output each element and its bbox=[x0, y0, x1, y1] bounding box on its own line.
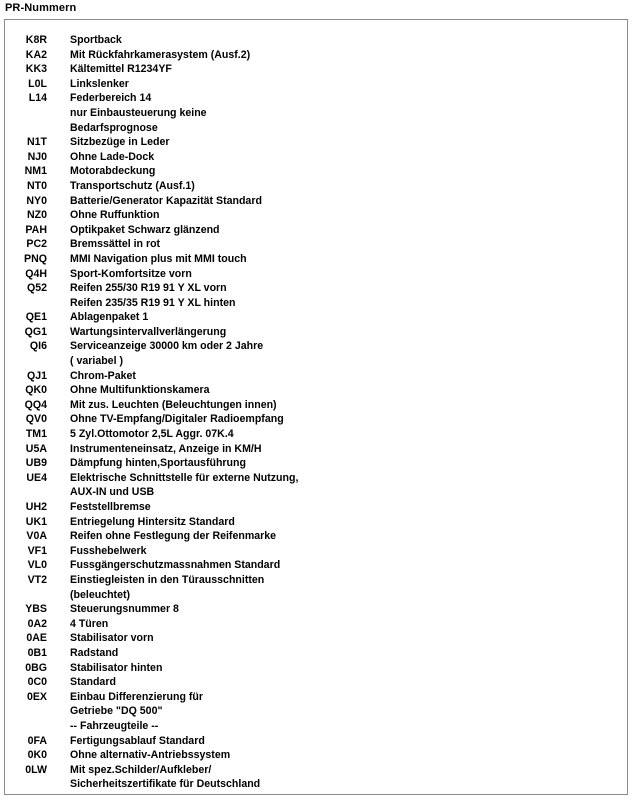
table-row bbox=[5, 369, 627, 384]
pr-description bbox=[70, 150, 627, 165]
pr-description bbox=[70, 383, 627, 398]
pr-description bbox=[70, 223, 627, 238]
table-row bbox=[5, 223, 627, 238]
pr-code: U5A bbox=[25, 442, 47, 455]
pr-number-list bbox=[5, 33, 627, 792]
pr-code: QG1 bbox=[24, 325, 47, 338]
pr-code: UK1 bbox=[25, 515, 47, 528]
table-row bbox=[5, 135, 627, 150]
table-row bbox=[5, 310, 627, 325]
table-row bbox=[5, 515, 627, 530]
pr-description bbox=[70, 62, 627, 77]
pr-description bbox=[70, 456, 627, 471]
pr-description bbox=[70, 325, 627, 340]
pr-code: QE1 bbox=[25, 311, 47, 324]
pr-code: 0B1 bbox=[27, 646, 47, 659]
pr-code: QI6 bbox=[29, 340, 47, 353]
pr-code: PC2 bbox=[26, 238, 47, 251]
table-row bbox=[5, 763, 627, 792]
pr-description bbox=[70, 558, 627, 573]
pr-description bbox=[70, 398, 627, 413]
table-row bbox=[5, 33, 627, 48]
pr-description bbox=[70, 675, 627, 690]
table-row bbox=[5, 150, 627, 165]
table-row bbox=[5, 77, 627, 92]
pr-description bbox=[70, 135, 627, 150]
pr-description bbox=[70, 48, 627, 63]
pr-description bbox=[70, 267, 627, 282]
pr-description bbox=[70, 515, 627, 530]
pr-code: UB9 bbox=[25, 457, 47, 470]
description-line: Einbau Differenzierung für bbox=[70, 690, 204, 703]
table-row bbox=[5, 602, 627, 617]
pr-code: 0C0 bbox=[27, 676, 47, 689]
description-line: Reifen 255/30 R19 91 Y XL vorn bbox=[70, 282, 227, 295]
pr-description bbox=[70, 734, 627, 749]
pr-code: VL0 bbox=[27, 559, 47, 572]
description-line: Ohne TV-Empfang/Digitaler Radioempfang bbox=[70, 413, 284, 426]
description-line: Standard bbox=[70, 676, 116, 689]
table-row bbox=[5, 427, 627, 442]
pr-code: TM1 bbox=[25, 428, 47, 441]
pr-description bbox=[70, 412, 627, 427]
pr-description bbox=[70, 427, 627, 442]
pr-code: 0LW bbox=[25, 763, 47, 776]
pr-code: L14 bbox=[28, 92, 47, 105]
description-line: Chrom-Paket bbox=[70, 369, 136, 382]
pr-code: NM1 bbox=[24, 165, 47, 178]
page-title: PR-Nummern bbox=[5, 2, 77, 14]
table-row bbox=[5, 412, 627, 427]
pr-description bbox=[70, 91, 627, 135]
description-line: 5 Zyl.Ottomotor 2,5L Aggr. 07K.4 bbox=[70, 428, 234, 441]
table-row bbox=[5, 194, 627, 209]
pr-code: NJ0 bbox=[27, 150, 47, 163]
table-row bbox=[5, 675, 627, 690]
description-line: Sitzbezüge in Leder bbox=[70, 136, 170, 149]
table-row bbox=[5, 573, 627, 602]
pr-code: N1T bbox=[26, 136, 47, 149]
pr-description bbox=[70, 690, 627, 734]
pr-code: 0A2 bbox=[27, 617, 47, 630]
pr-description bbox=[70, 763, 627, 792]
pr-code: UE4 bbox=[26, 471, 47, 484]
pr-code: UH2 bbox=[25, 501, 47, 513]
pr-description bbox=[70, 573, 627, 602]
pr-code: QJ1 bbox=[26, 369, 47, 382]
pr-description bbox=[70, 602, 627, 617]
pr-description bbox=[70, 748, 627, 763]
table-row bbox=[5, 558, 627, 573]
pr-description bbox=[70, 646, 627, 661]
table-row bbox=[5, 748, 627, 763]
pr-description bbox=[70, 208, 627, 223]
description-line: Federbereich 14 bbox=[70, 92, 152, 105]
table-row bbox=[5, 398, 627, 413]
description-line: Getriebe "DQ 500" bbox=[70, 705, 163, 718]
description-line: Einstiegleisten in den Türausschnitten bbox=[70, 573, 265, 586]
pr-description bbox=[70, 237, 627, 252]
pr-description bbox=[70, 77, 627, 92]
table-row bbox=[5, 91, 627, 135]
pr-code: 0AE bbox=[26, 632, 47, 645]
table-row bbox=[5, 471, 627, 500]
description-line: Stabilisator hinten bbox=[70, 661, 163, 674]
pr-code: 0BG bbox=[25, 661, 47, 674]
table-row bbox=[5, 544, 627, 559]
table-row bbox=[5, 529, 627, 544]
pr-description bbox=[70, 281, 627, 310]
pr-description bbox=[70, 500, 627, 515]
table-row bbox=[5, 208, 627, 223]
table-row bbox=[5, 164, 627, 179]
description-line: Mit Rückfahrkamerasystem (Ausf.2) bbox=[70, 48, 251, 61]
description-line: Linkslenker bbox=[70, 77, 129, 90]
pr-description bbox=[70, 369, 627, 384]
table-row bbox=[5, 281, 627, 310]
description-line: -- Fahrzeugteile -- bbox=[70, 719, 159, 732]
table-row bbox=[5, 442, 627, 457]
description-line: Entriegelung Hintersitz Standard bbox=[70, 515, 235, 528]
description-line: Ohne alternativ-Antriebssystem bbox=[70, 749, 231, 762]
description-line: Kältemittel R1234YF bbox=[70, 63, 172, 76]
pr-code: VT2 bbox=[27, 573, 47, 586]
description-line: Instrumenteneinsatz, Anzeige in KM/H bbox=[70, 442, 262, 455]
description-line: nur Einbausteuerung keine bbox=[70, 106, 207, 119]
table-row bbox=[5, 661, 627, 676]
pr-description bbox=[70, 310, 627, 325]
description-line: Ohne Lade-Dock bbox=[70, 150, 155, 163]
description-line: MMI Navigation plus mit MMI touch bbox=[70, 252, 247, 265]
pr-number-table bbox=[4, 19, 628, 795]
pr-code: NY0 bbox=[26, 194, 47, 207]
table-row bbox=[5, 252, 627, 267]
description-line: Transportschutz (Ausf.1) bbox=[70, 179, 195, 192]
description-line: Ablagenpaket 1 bbox=[70, 311, 149, 324]
table-row bbox=[5, 383, 627, 398]
pr-code: 0FA bbox=[27, 734, 47, 747]
pr-code: PNQ bbox=[24, 252, 47, 265]
description-line: Dämpfung hinten,Sportausführung bbox=[70, 457, 246, 470]
table-row bbox=[5, 48, 627, 63]
description-line: Wartungsintervallverlängerung bbox=[70, 325, 227, 338]
description-line: Ohne Ruffunktion bbox=[70, 209, 160, 222]
pr-code: PAH bbox=[25, 223, 47, 236]
pr-code: NZ0 bbox=[26, 209, 47, 222]
pr-code: V0A bbox=[26, 530, 47, 543]
pr-description bbox=[70, 661, 627, 676]
description-line: Radstand bbox=[70, 646, 119, 659]
pr-code: L0L bbox=[28, 77, 47, 90]
pr-description bbox=[70, 33, 627, 48]
pr-code: K8R bbox=[25, 34, 47, 46]
pr-description bbox=[70, 631, 627, 646]
description-line: Optikpaket Schwarz glänzend bbox=[70, 223, 220, 236]
table-row bbox=[5, 339, 627, 368]
pr-description bbox=[70, 179, 627, 194]
pr-code: KA2 bbox=[25, 48, 47, 61]
pr-description bbox=[70, 164, 627, 179]
description-line: Batterie/Generator Kapazität Standard bbox=[70, 194, 262, 207]
description-line: ( variabel ) bbox=[70, 355, 123, 368]
pr-description bbox=[70, 529, 627, 544]
table-row bbox=[5, 500, 627, 515]
description-line: Reifen 235/35 R19 91 Y XL hinten bbox=[70, 296, 236, 309]
pr-code: VF1 bbox=[27, 544, 47, 557]
table-row bbox=[5, 631, 627, 646]
pr-code: QQ4 bbox=[24, 398, 47, 411]
pr-code: YBS bbox=[25, 603, 47, 616]
description-line: Sportback bbox=[70, 34, 122, 46]
pr-description bbox=[70, 471, 627, 500]
pr-code: QV0 bbox=[25, 413, 47, 426]
description-line: Bedarfsprognose bbox=[70, 121, 158, 134]
description-line: Sport-Komfortsitze vorn bbox=[70, 267, 192, 280]
description-line: Fusshebelwerk bbox=[70, 544, 147, 557]
pr-code: 0K0 bbox=[27, 749, 47, 762]
description-line: Bremssättel in rot bbox=[70, 238, 161, 251]
description-line: Stabilisator vorn bbox=[70, 632, 154, 645]
pr-code: Q4H bbox=[25, 267, 47, 280]
pr-code: KK3 bbox=[25, 63, 47, 76]
table-row bbox=[5, 617, 627, 632]
table-row bbox=[5, 267, 627, 282]
description-line: Mit spez.Schilder/Aufkleber/ bbox=[70, 763, 212, 776]
table-row bbox=[5, 690, 627, 734]
table-row bbox=[5, 62, 627, 77]
table-row bbox=[5, 325, 627, 340]
description-line: Steuerungsnummer 8 bbox=[70, 603, 179, 616]
pr-code: QK0 bbox=[25, 384, 47, 397]
pr-code: Q52 bbox=[26, 282, 47, 295]
pr-description bbox=[70, 252, 627, 267]
description-line: Mit zus. Leuchten (Beleuchtungen innen) bbox=[70, 398, 277, 411]
description-line: Ohne Multifunktionskamera bbox=[70, 384, 210, 397]
description-line: Elektrische Schnittstelle für externe Nutzung, bbox=[70, 471, 299, 484]
description-line: Serviceanzeige 30000 km oder 2 Jahre bbox=[70, 340, 264, 353]
table-row bbox=[5, 237, 627, 252]
description-line: Fertigungsablauf Standard bbox=[70, 734, 205, 747]
table-row bbox=[5, 646, 627, 661]
description-line: Feststellbremse bbox=[70, 501, 151, 513]
pr-description bbox=[70, 544, 627, 559]
pr-description bbox=[70, 194, 627, 209]
pr-code: NT0 bbox=[26, 179, 47, 192]
description-line: AUX-IN und USB bbox=[70, 486, 155, 499]
table-row bbox=[5, 179, 627, 194]
description-line: Reifen ohne Festlegung der Reifenmarke bbox=[70, 530, 277, 543]
description-line: Fussgängerschutzmassnahmen Standard bbox=[70, 559, 281, 572]
pr-description bbox=[70, 339, 627, 368]
pr-description bbox=[70, 442, 627, 457]
description-line: Motorabdeckung bbox=[70, 165, 156, 178]
pr-code: 0EX bbox=[26, 690, 47, 703]
description-line: Sicherheitszertifikate für Deutschland bbox=[70, 778, 261, 791]
pr-description bbox=[70, 617, 627, 632]
table-row bbox=[5, 734, 627, 749]
description-line: 4 Türen bbox=[70, 617, 109, 630]
description-line: (beleuchtet) bbox=[70, 588, 131, 601]
table-row bbox=[5, 456, 627, 471]
